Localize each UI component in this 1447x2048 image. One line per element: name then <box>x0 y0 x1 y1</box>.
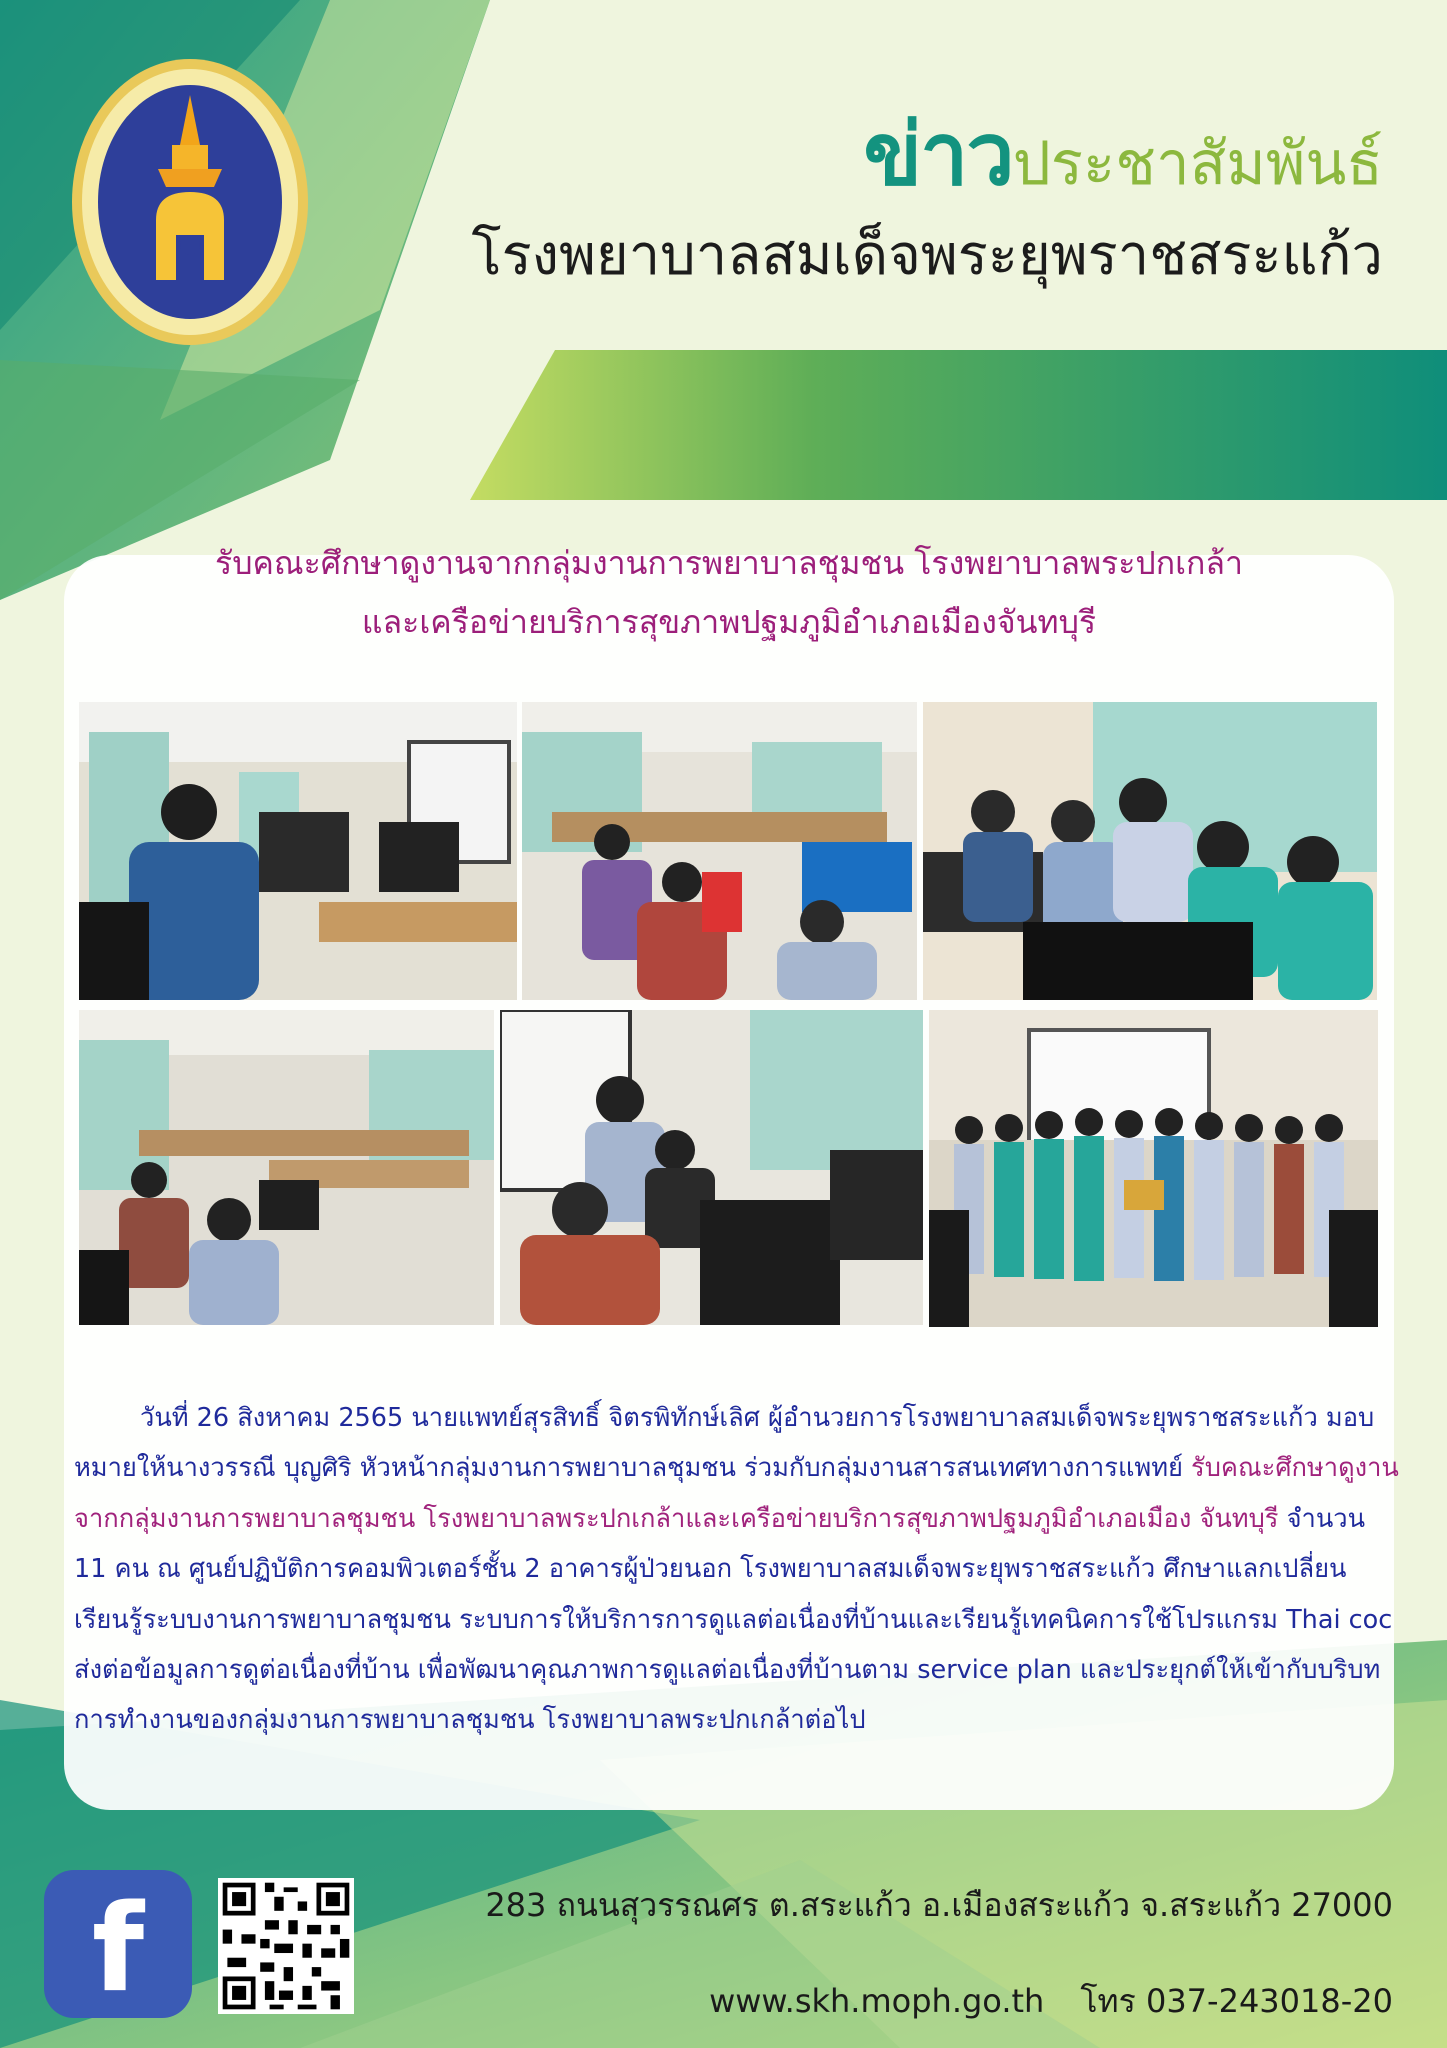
headline-line-1: รับคณะศึกษาดูงานจากกลุ่มงานการพยาบาลชุมชน โรงพยาบาลพระปกเกล้า <box>215 544 1243 582</box>
website-link[interactable]: www.skh.moph.go.th <box>709 1982 1045 2020</box>
pr-word: ประชาสัมพันธ์ <box>1012 129 1383 199</box>
article-body <box>74 1393 1399 1746</box>
address-text: 283 ถนนสุวรรณศร ต.สระแก้ว อ.เมืองสระแก้ว จ.สระแก้ว 27000 <box>485 1886 1393 1924</box>
contact-line <box>709 1976 1393 2027</box>
phone-number: โทร 037-243018-20 <box>1080 1982 1393 2020</box>
photo-nurses-at-screen <box>923 702 1377 1000</box>
headline-line-2: และเครือข่ายบริการสุขภาพปฐมภูมิอำเภอเมืองจันทบุรี <box>361 603 1097 641</box>
body-part-2: จำนวน 11 คน ณ ศูนย์ปฏิบัติการคอมพิวเตอร์ชั้น 2 อาคารผู้ป่วยนอก โรงพยาบาลสมเด็จพระยุพราชสระแก้ว ศึกษาแลกเปลี่ยนเรียนรู้ระบบงานการพยาบาลชุมชน ระบบการให้บริการการดูแลต่อเนื่องที่บ้านและเรียนรู้เทคนิคการใช้โปรแกรม Thai coc ส่งต่อข้อมูลการดูต่อเนื่องที่บ้าน เพื่อพัฒนาคุณภาพการดูแลต่อเนื่องที่บ้านตาม service plan และประยุกต์ให้เข้ากับบริบทการทำงานของกลุ่มงานการพยาบาลชุมชน โรงพยาบาลพระปกเกล้าต่อไป <box>74 1503 1393 1736</box>
facebook-letter: f <box>91 1880 145 2019</box>
news-heading <box>863 105 1383 205</box>
body-part-1: วันที่ 26 สิงหาคม 2565 นายแพทย์สุรสิทธิ์ จิตรพิทักษ์เลิศ ผู้อำนวยการโรงพยาบาลสมเด็จพระยุพราชสระแก้ว มอบหมายให้นางวรรณี บุญศิริ หัวหน้ากลุ่มงานการพยาบาลชุมชน ร่วมกับกลุ่มงานสารสนเทศทางการแพทย์ <box>74 1403 1375 1484</box>
hospital-seal-icon <box>68 55 313 350</box>
facebook-icon[interactable] <box>44 1870 192 2018</box>
photo-staff-at-computer <box>79 702 517 1000</box>
news-word: ข่าว <box>863 105 1013 205</box>
photo-group-portrait <box>929 1010 1378 1327</box>
photo-computer-lab-group <box>522 702 917 1000</box>
photo-lab-overview <box>79 1010 494 1325</box>
qr-code-icon[interactable] <box>218 1878 354 2014</box>
body-highlight: รับคณะศึกษาดูงานจากกลุ่มงานการพยาบาลชุมชน โรงพยาบาลพระปกเกล้าและเครือข่ายบริการสุขภาพปฐมภูมิอำเภอเมือง จันทบุรี <box>74 1453 1399 1534</box>
organization-name: โรงพยาบาลสมเด็จพระยุพราชสระแก้ว <box>471 223 1383 288</box>
photo-visitors-at-pc <box>500 1010 923 1325</box>
